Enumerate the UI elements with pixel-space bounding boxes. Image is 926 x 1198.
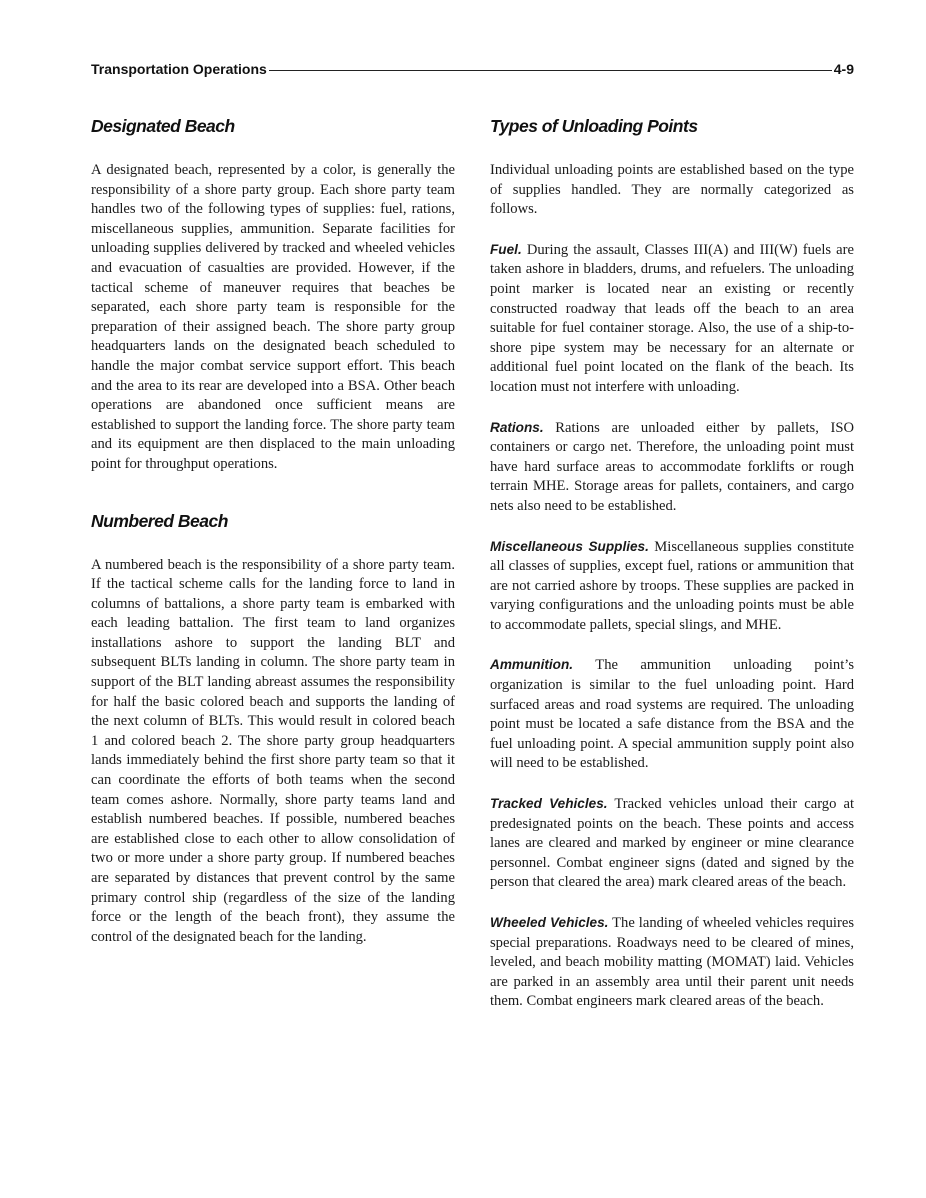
text-wheeled-vehicles: The landing of wheeled vehicles requires special preparations. Roadways need to be cleared of mines, leveled, and beach mobility matting (MOMAT) laid. Vehicles are parked in an assembly area until their parent unit needs them. Combat engineers mark cleared areas of the beach. <box>490 915 855 1010</box>
paragraph-designated-beach: A designated beach, represented by a color, is generally the responsibility of a shore party group. Each shore party team handles two of the following types of supplies: fuel, rations, miscellaneous supplies, ammunition. Separate facilities for unloading supplies delivered by tracked and wheeled vehicles and evacuation of casualties are provided. However, if the tactical scheme of maneuver requires that beaches be separated, each shore party team is responsible for the preparation of their assigned beach. The shore party group headquarters lands on the designated beach scheduled to handle the major combat service support effort. This beach and the area to its rear are developed into a BSA. Other beach operations are abandoned once sufficient means are established to support the landing force. The shore party team and its equipment are then displaced to the main unloading point for throughput operations. <box>91 162 455 472</box>
text-ammunition: The ammunition unloading point’s organization is similar to the fuel unloading point. Hard surfaced areas and road systems are required. The unloading point must be located a safe distance from the BSA and the fuel unloading point. A special ammunition supply point also will need to be established. <box>490 657 854 772</box>
lead-misc-supplies: Miscellaneous Supplies. <box>490 538 649 554</box>
lead-rations: Rations. <box>490 419 544 435</box>
lead-wheeled-vehicles: Wheeled Vehicles. <box>490 915 609 930</box>
page-number: 4-9 <box>833 61 854 77</box>
left-column <box>91 114 455 947</box>
paragraph-numbered-beach: A numbered beach is the responsibility of a shore party team. If the tactical scheme calls for the landing force to land in columns of battalions, a shore party team is embarked with each leading battalion. The first team to land organizes installations ashore to support the landing BLT and subsequent BLTs landing in column. The shore party team in support of the BLT landing abreast assumes the responsibility for half the basic colored beach and supports the landing of the next column of BLTs. This would result in colored beach 1 and colored beach 2. The shore party group headquarters lands immediately behind the first shore party team so that it can coordinate the efforts of both teams when the second team comes ashore. Normally, shore party teams land and establish numbered beaches. If possible, numbered beaches are established close to each other to allow consolidation of two or more under a shore party group. If numbered beaches are separated by distances that prevent control by the same primary control ship (regardless of the size of the landing force or the length of the beach front), they assume the control of the designated beach for the landing. <box>91 556 455 945</box>
text-misc-supplies: Miscellaneous supplies constitute all classes of supplies, except fuel, rations or ammunition that are not carried ashore by troops. These supplies are packed in varying configurations and the unloading points must be able to accommodate pallets, special slings, and MHE. <box>490 538 854 633</box>
section-title-numbered-beach: Numbered Beach <box>91 510 228 531</box>
paragraph-fuel <box>490 240 854 398</box>
header-rule <box>269 70 832 71</box>
lead-fuel: Fuel. <box>490 241 522 257</box>
paragraph-tracked-vehicles <box>490 794 854 893</box>
paragraph-unloading-intro: Individual unloading points are established based on the type of supplies handled. They are normally categorized as follows. <box>490 162 854 218</box>
paragraph-rations <box>490 418 854 517</box>
text-tracked-vehicles: Tracked vehicles unload their cargo at predesignated points on the beach. These points and access lanes are cleared and marked by engineer or mine clearance personnel. Combat engineer signs (dated and signed by the person that cleared the area) mark cleared areas of the beach. <box>490 796 854 891</box>
lead-ammunition: Ammunition. <box>490 657 574 673</box>
running-header <box>91 58 854 80</box>
running-title: Transportation Operations <box>91 61 267 77</box>
text-fuel: During the assault, Classes III(A) and III(W) fuels are taken ashore in bladders, drums, and refuelers. The unloading point marker is located near an existing or recently constructed roadway that leads off the beach to an area suitable for fuel container storage. Also, the use of a ship-to-shore pipe system may be necessary for an alternate or additional fuel point located on the flank of the beach. Its location must not interfere with unloading. <box>490 241 854 395</box>
right-column <box>490 114 854 1012</box>
paragraph-wheeled-vehicles <box>490 913 854 1012</box>
paragraph-misc-supplies <box>490 537 854 636</box>
paragraph-ammunition <box>490 655 854 774</box>
lead-tracked-vehicles: Tracked Vehicles. <box>490 796 608 812</box>
text-rations: Rations are unloaded either by pallets, ISO containers or cargo net. Therefore, the unloading point must have hard surface areas to accommodate forklifts or rough terrain MHE. Storage areas for pallets, containers, and cargo nets also need to be established. <box>490 419 854 514</box>
section-title-designated-beach: Designated Beach <box>91 116 235 136</box>
section-title-unloading-points: Types of Unloading Points <box>490 116 698 136</box>
